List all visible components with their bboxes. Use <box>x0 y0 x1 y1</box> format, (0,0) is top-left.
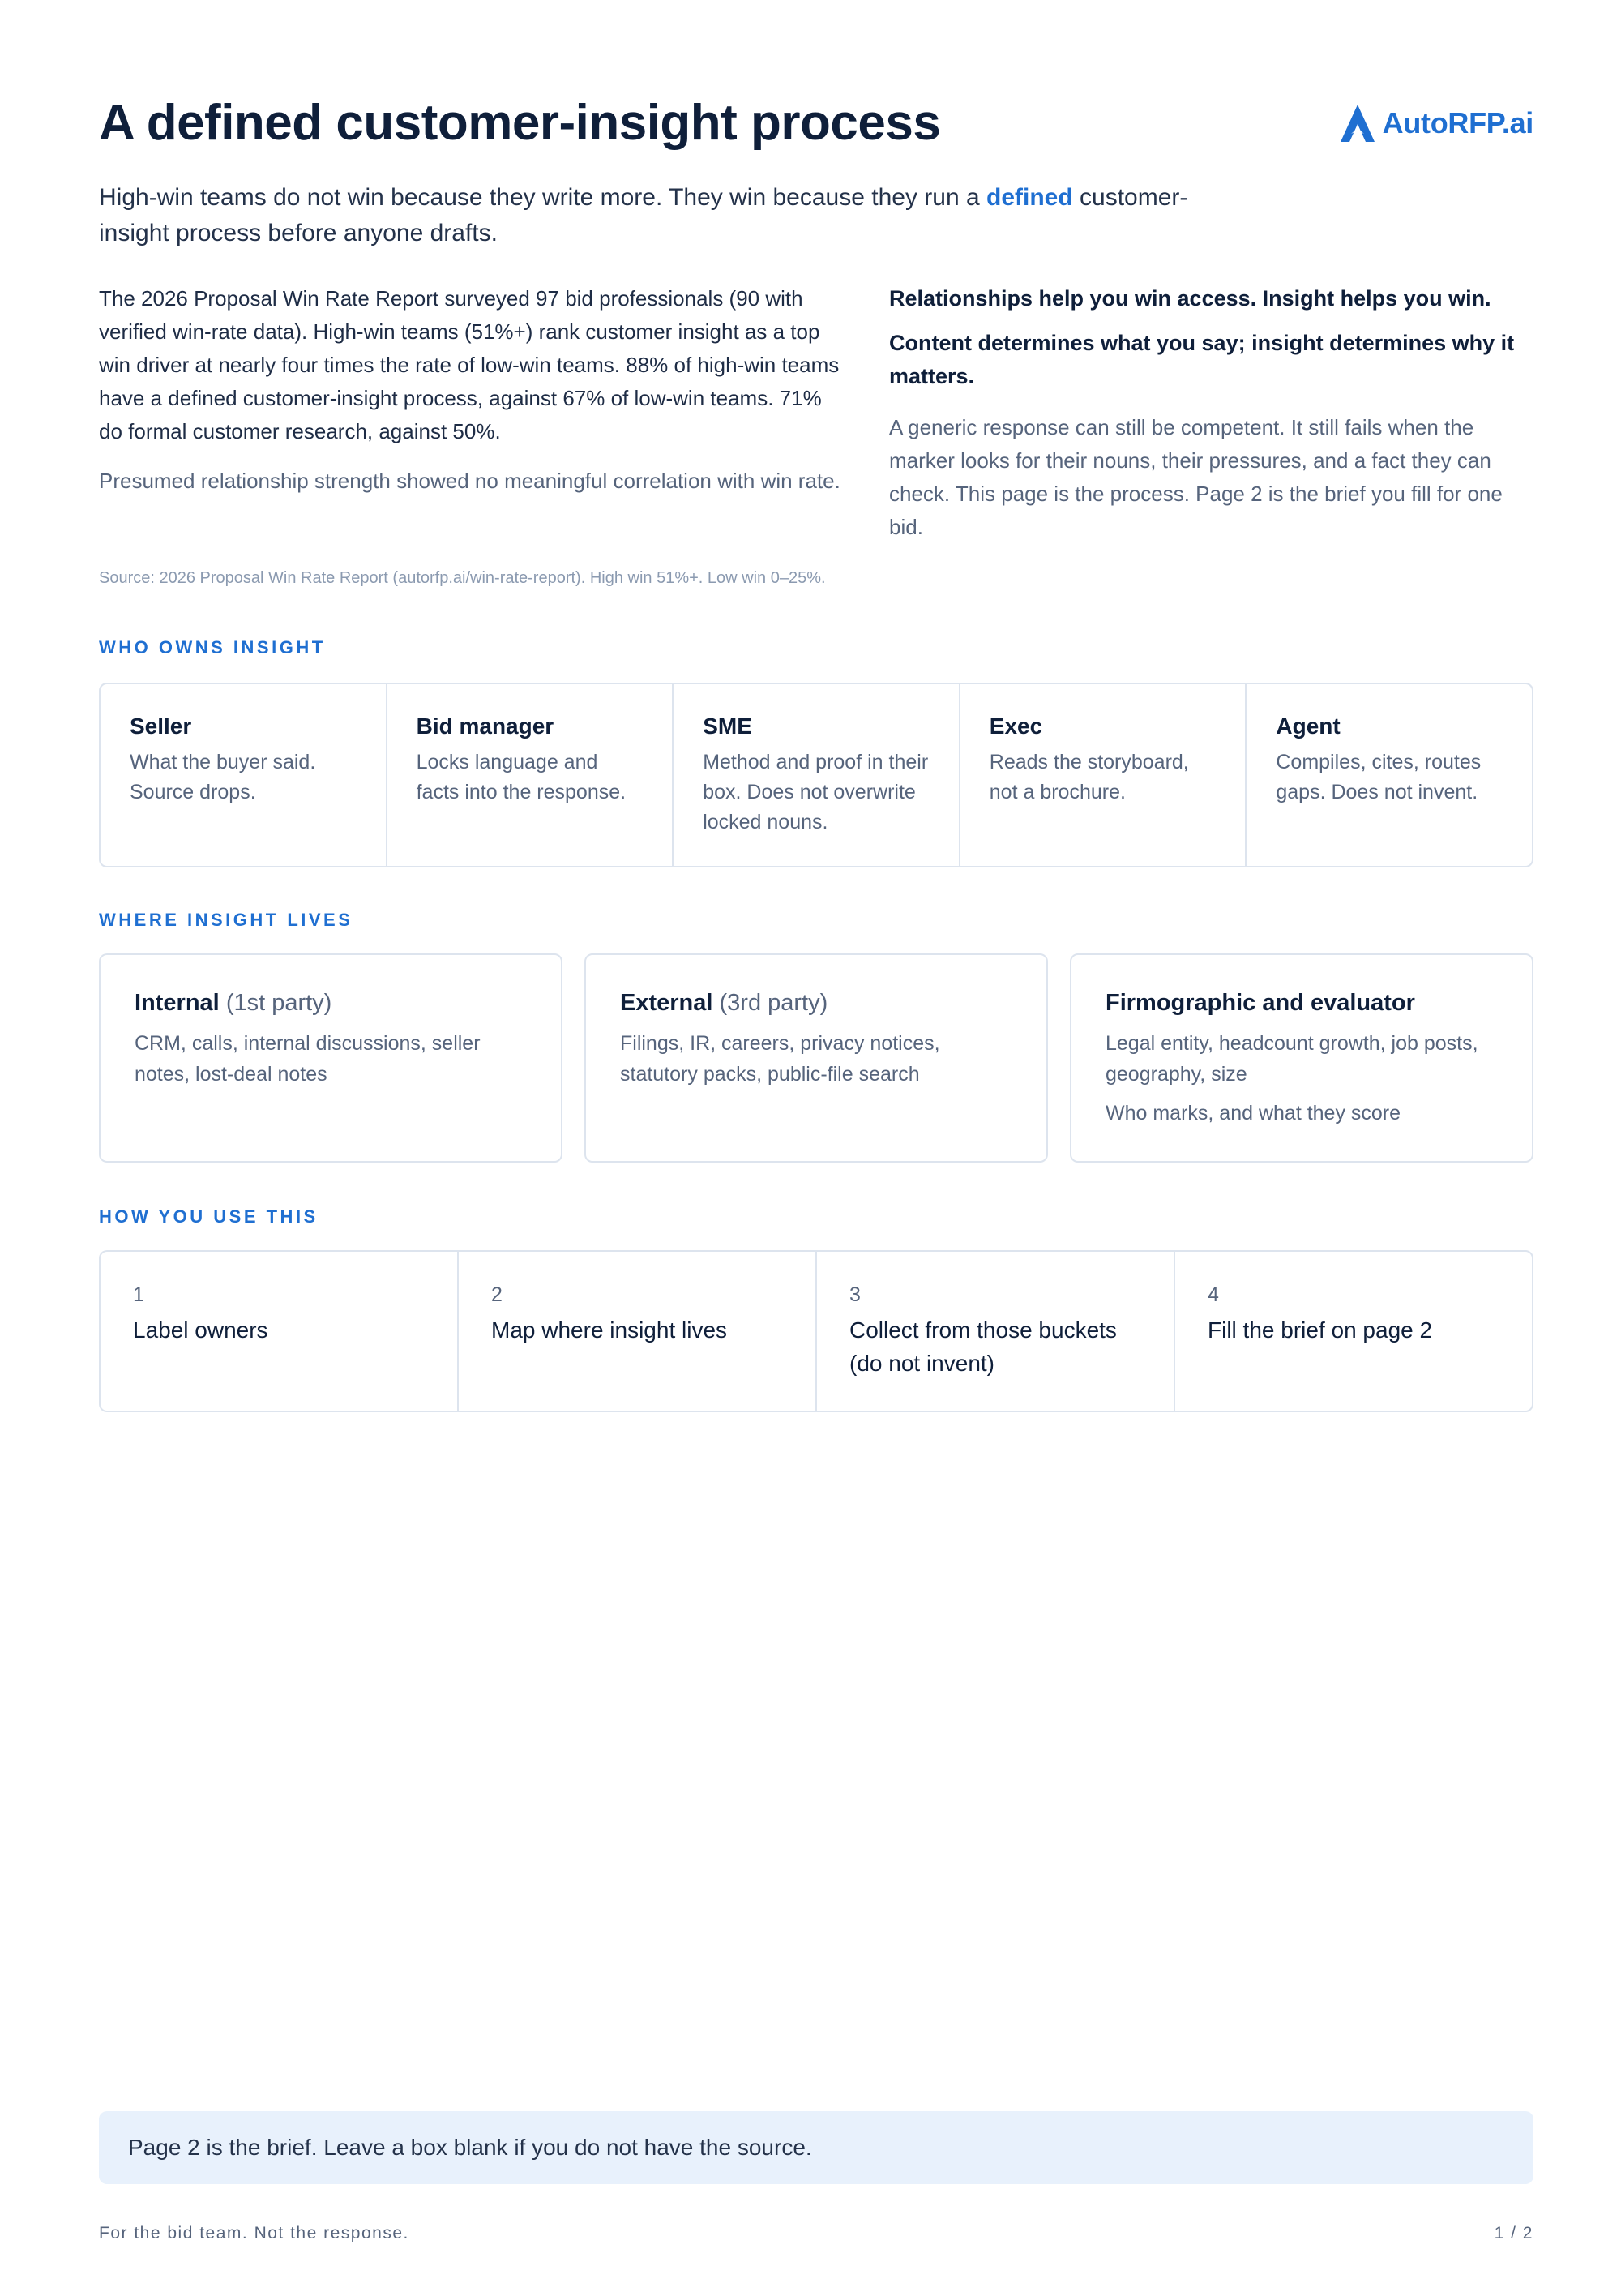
source-card-title: External <box>620 990 713 1016</box>
step-4 <box>1174 1252 1532 1411</box>
brief-note-banner: Page 2 is the brief. Leave a box blank if you do not have the source. <box>99 2111 1533 2184</box>
owner-title: Exec <box>989 713 1043 739</box>
step-label: Collect from those buckets (do not invent) <box>849 1317 1117 1376</box>
step-number: 4 <box>1208 1283 1219 1306</box>
step-number: 2 <box>491 1283 503 1306</box>
owner-card-exec <box>959 684 1246 866</box>
lead-text-before: High-win teams do not win because they write more. They win because they run a <box>99 184 986 211</box>
source-card-heading <box>620 987 1014 1018</box>
section-label-how-use: HOW YOU USE THIS <box>99 1206 319 1227</box>
source-card-subtitle: (1st party) <box>225 990 332 1016</box>
owner-description: What the buyer said. Source drops. <box>130 751 316 803</box>
section-label-who-owns: WHO OWNS INSIGHT <box>99 637 326 658</box>
step-number: 3 <box>849 1283 861 1306</box>
step-1 <box>101 1252 457 1411</box>
owner-title: SME <box>703 713 752 739</box>
owner-description: Method and proof in their box. Does not overwrite locked nouns. <box>703 751 929 833</box>
insight-sources-row <box>99 953 1533 1163</box>
key-statement-1: Relationships help you win access. Insight helps you win. <box>889 286 1491 311</box>
source-card-body: Filings, IR, careers, privacy notices, statutory packs, public-file search <box>620 1032 940 1086</box>
page-number: 1 / 2 <box>1494 2224 1533 2242</box>
source-card-external <box>584 953 1048 1163</box>
source-card-subtitle: (3rd party) <box>719 990 828 1016</box>
steps-grid <box>99 1250 1533 1412</box>
lead-paragraph <box>99 180 1250 251</box>
report-summary-paragraph: The 2026 Proposal Win Rate Report surveyed 97 bid professionals (90 with verified win-rate data). High-win teams (51%+) rank customer insight as a top win driver at nearly four times the rate of low-win teams. 88% of high-win teams have a defined customer-insight process, against 67% of low-win teams. 71% do formal customer research, against 50%. <box>99 286 840 443</box>
owner-description: Locks language and facts into the response. <box>416 751 627 803</box>
owner-card-sme <box>672 684 959 866</box>
owner-card-agent <box>1245 684 1532 866</box>
step-label: Label owners <box>133 1317 268 1343</box>
owners-grid <box>99 683 1533 867</box>
brand-logo <box>1339 99 1533 148</box>
owner-description: Compiles, cites, routes gaps. Does not invent. <box>1276 751 1482 803</box>
owner-card-seller <box>101 684 386 866</box>
owner-card-bid-manager <box>386 684 673 866</box>
source-citation: Source: 2026 Proposal Win Rate Report (autorfp.ai/win-rate-report). High win 51%+. Low win 0–25%. <box>99 569 826 587</box>
lead-highlight: defined <box>986 184 1073 211</box>
right-column <box>889 282 1533 544</box>
source-card-firmographic <box>1070 953 1533 1163</box>
source-card-body-secondary: Who marks, and what they score <box>1106 1102 1401 1124</box>
brand-name: AutoRFP.ai <box>1382 106 1533 139</box>
relationship-note: Presumed relationship strength showed no meaningful correlation with win rate. <box>99 469 840 493</box>
source-card-heading <box>1106 987 1499 1018</box>
page-header <box>99 91 1533 156</box>
left-column <box>99 282 845 498</box>
generic-response-note: A generic response can still be competent. It still fails when the marker looks for their nouns, their pressures, and a fact they can check. This page is the process. Page 2 is the brief you fill for one bid. <box>889 415 1503 539</box>
step-label: Fill the brief on page 2 <box>1208 1317 1433 1343</box>
owner-description: Reads the storyboard, not a brochure. <box>989 751 1189 803</box>
page-title: A defined customer-insight process <box>99 95 941 151</box>
owner-title: Agent <box>1276 713 1341 739</box>
step-number: 1 <box>133 1283 144 1306</box>
source-card-body: CRM, calls, internal discussions, seller notes, lost-deal notes <box>135 1032 481 1086</box>
step-3 <box>815 1252 1174 1411</box>
owner-title: Bid manager <box>416 713 554 739</box>
step-label: Map where insight lives <box>491 1317 728 1343</box>
key-statement-2: Content determines what you say; insight determines why it matters. <box>889 331 1515 388</box>
source-card-title: Firmographic and evaluator <box>1106 990 1415 1016</box>
section-label-where-lives: WHERE INSIGHT LIVES <box>99 910 353 930</box>
source-card-internal <box>99 953 562 1163</box>
document-page <box>99 0 1533 2296</box>
source-card-body: Legal entity, headcount growth, job posts, geography, size <box>1106 1032 1478 1086</box>
autorfp-logo-icon <box>1339 103 1376 144</box>
owner-title: Seller <box>130 713 192 739</box>
lead-text-after: customer-insight process before anyone drafts. <box>99 184 1188 246</box>
footer-audience-note: For the bid team. Not the response. <box>99 2224 409 2242</box>
step-2 <box>457 1252 815 1411</box>
source-card-heading <box>135 987 528 1018</box>
source-card-title: Internal <box>135 990 220 1016</box>
